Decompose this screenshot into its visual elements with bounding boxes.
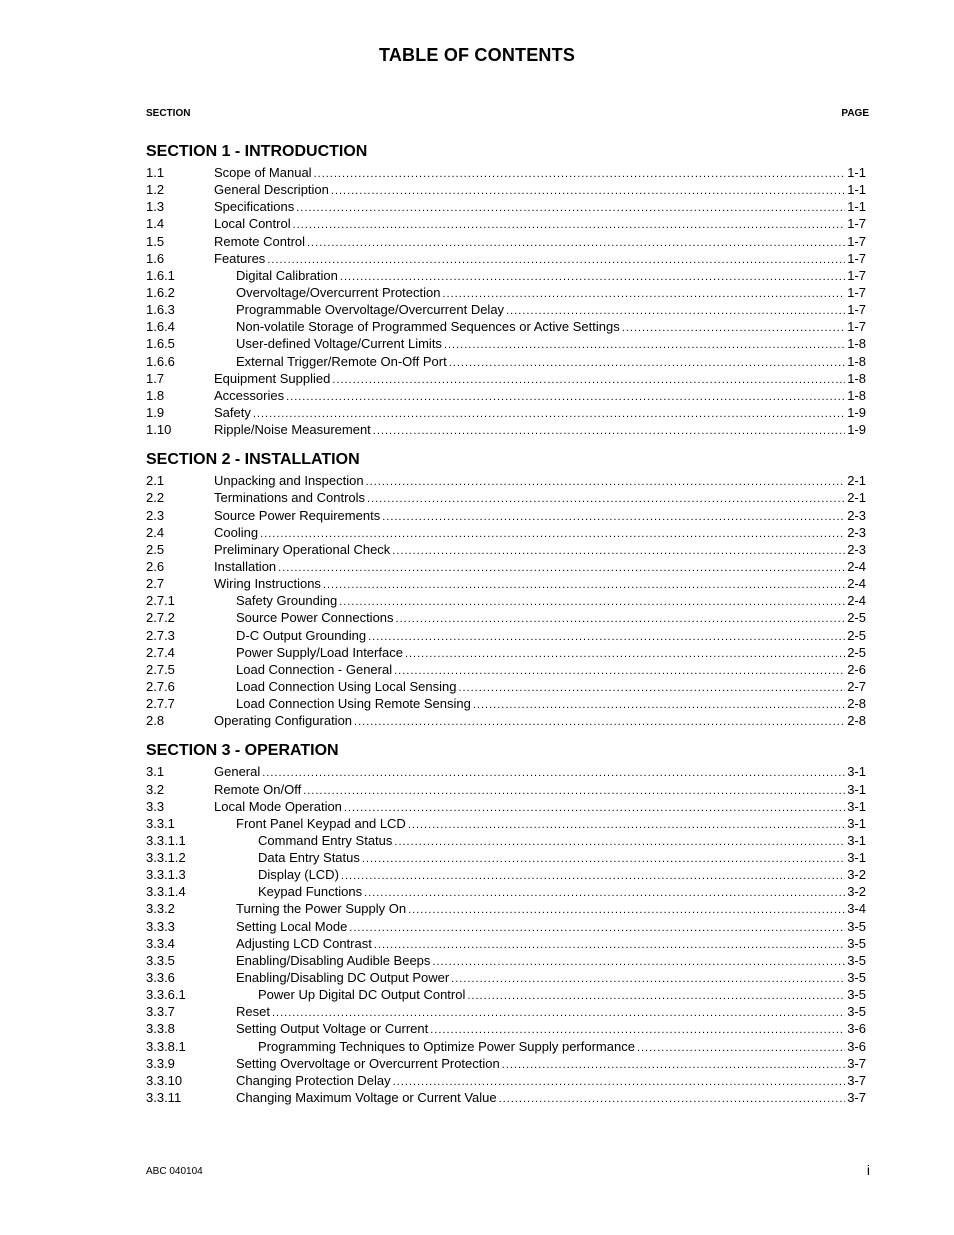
entry-title: Overvoltage/Overcurrent Protection [236,284,441,300]
entry-number: 3.3.9 [146,1055,175,1071]
toc-entry[interactable] [146,1038,866,1055]
entry-title: Power Up Digital DC Output Control [258,987,466,1003]
section-heading: SECTION 1 - INTRODUCTION [146,143,368,160]
toc-entry[interactable] [146,849,866,866]
entry-title: General Description [214,182,329,198]
dot-leader [467,988,845,1005]
entry-page: 1-7 [847,233,866,249]
toc-entry[interactable] [146,1072,866,1089]
entry-number: 2.6 [146,558,165,574]
entry-title: Changing Protection Delay [236,1072,391,1088]
entry-page: 2-4 [847,593,866,609]
entry-number: 2.7.4 [146,644,175,660]
toc-entry[interactable] [146,900,866,917]
entry-title: Setting Local Mode [236,918,348,934]
entry-number: 2.7.7 [146,696,175,712]
entry-page: 3-4 [847,901,866,917]
dot-leader [349,920,845,937]
entry-page: 3-6 [847,1021,866,1037]
toc-entry[interactable] [146,1003,866,1020]
dot-leader [444,337,845,354]
entry-number: 3.3.8.1 [146,1038,186,1054]
entry-title: Non-volatile Storage of Programmed Sequences or Active Settings [236,319,620,335]
entry-number: 1.6.1 [146,267,175,283]
entry-title: Load Connection - General [236,661,393,677]
toc-entry[interactable] [146,678,866,695]
entry-title: Command Entry Status [258,832,393,848]
entry-page: 1-7 [847,216,866,232]
toc-entry[interactable] [146,969,866,986]
toc-entry[interactable] [146,918,866,935]
entry-number: 3.3.3 [146,918,175,934]
toc-entry[interactable] [146,164,866,181]
entry-page: 1-7 [847,250,866,266]
toc-entry[interactable] [146,198,866,215]
entry-page: 3-1 [847,832,866,848]
toc-entry[interactable] [146,1020,866,1037]
dot-leader [408,817,845,834]
entry-page: 1-8 [847,387,866,403]
entry-page: 3-2 [847,867,866,883]
entry-title: Unpacking and Inspection [214,473,364,489]
entry-title: Setting Overvoltage or Overcurrent Protection [236,1055,500,1071]
entry-page: 2-5 [847,644,866,660]
entry-page: 2-1 [847,490,866,506]
entry-page: 2-7 [847,678,866,694]
entry-page: 3-2 [847,884,866,900]
entry-number: 2.7.2 [146,610,175,626]
dot-leader [364,885,845,902]
entry-number: 2.8 [146,713,165,729]
dot-leader [622,320,846,337]
dot-leader [396,611,846,628]
entry-number: 3.3.6 [146,970,175,986]
entry-page: 1-9 [847,404,866,420]
entry-number: 3.3.1.3 [146,867,186,883]
entry-title: Changing Maximum Voltage or Current Value [236,1090,497,1106]
dot-leader [314,166,846,183]
entry-number: 2.1 [146,473,165,489]
entry-title: Terminations and Controls [214,490,366,506]
entry-page: 1-8 [847,336,866,352]
toc-entry[interactable] [146,301,866,318]
entry-title: Programming Techniques to Optimize Power Supply performance [258,1038,635,1054]
entry-title: Equipment Supplied [214,370,331,386]
toc-entry[interactable] [146,489,866,506]
toc-entry[interactable] [146,866,866,883]
toc-entry[interactable] [146,986,866,1003]
entry-number: 3.3.1.4 [146,884,186,900]
toc-entry[interactable] [146,387,866,404]
entry-title: Display (LCD) [258,867,339,883]
entry-number: 3.3.1 [146,815,175,831]
toc-entry[interactable] [146,832,866,849]
entry-page: 1-1 [847,165,866,180]
toc-entry[interactable] [146,644,866,661]
entry-number: 3.3.1.2 [146,850,186,866]
entry-title: Features [214,250,266,266]
dot-leader [394,834,845,851]
entry-title: Enabling/Disabling Audible Beeps [236,952,431,968]
entry-number: 3.3.10 [146,1072,183,1088]
entry-title: Reset [236,1004,270,1020]
entry-title: D-C Output Grounding [236,627,367,643]
entry-number: 3.1 [146,764,165,780]
toc-entry[interactable] [146,1055,866,1072]
toc-entry[interactable] [146,267,866,284]
toc-entry[interactable] [146,215,866,232]
entry-number: 3.3 [146,798,165,814]
dot-leader [267,252,845,269]
dot-leader [344,800,845,817]
entry-page: 2-4 [847,558,866,574]
entry-page: 2-1 [847,473,866,489]
dot-leader [293,217,846,234]
entry-page: 2-3 [847,507,866,523]
dot-leader [278,560,845,577]
dot-leader [405,646,845,663]
entry-title: Local Control [214,216,291,232]
entry-number: 3.3.8 [146,1021,175,1037]
entry-page: 3-7 [847,1090,866,1106]
toc-entry[interactable] [146,558,866,575]
page-column-header: PAGE [841,108,869,119]
entry-page: 3-1 [847,781,866,797]
entry-number: 2.5 [146,541,165,557]
entry-title: Specifications [214,199,295,215]
dot-leader [354,714,845,731]
entry-page: 1-1 [847,182,866,198]
entry-number: 2.3 [146,507,165,523]
entry-page: 1-8 [847,370,866,386]
entry-title: Power Supply/Load Interface [236,644,403,660]
entry-title: Source Power Requirements [214,507,381,523]
entry-page: 1-7 [847,267,866,283]
toc-entry[interactable] [146,233,866,250]
entry-title: Local Mode Operation [214,798,342,814]
page-title: TABLE OF CONTENTS [378,45,576,65]
entry-page: 3-5 [847,987,866,1003]
entry-number: 3.3.5 [146,952,175,968]
toc-entry[interactable] [146,284,866,301]
entry-page: 2-8 [847,713,866,729]
entry-title: Adjusting LCD Contrast [236,935,372,951]
entry-number: 1.3 [146,199,165,215]
dot-leader [286,389,845,406]
entry-page: 2-3 [847,524,866,540]
dot-leader [332,372,845,389]
entry-page: 3-7 [847,1072,866,1088]
entry-number: 1.2 [146,182,165,198]
entry-number: 2.2 [146,490,165,506]
dot-leader [473,697,845,714]
dot-leader [362,851,845,868]
entry-title: User-defined Voltage/Current Limits [236,336,442,352]
toc-entry[interactable] [146,370,866,387]
entry-page: 1-7 [847,302,866,318]
entry-title: External Trigger/Remote On-Off Port [236,353,447,369]
entry-page: 3-5 [847,952,866,968]
entry-page: 2-6 [847,661,866,677]
entry-title: Ripple/Noise Measurement [214,422,371,438]
toc-entry[interactable] [146,798,866,815]
entry-number: 1.9 [146,404,165,420]
entry-number: 1.6.2 [146,284,175,300]
entry-number: 1.4 [146,216,165,232]
section-heading: SECTION 3 - OPERATION [146,742,339,760]
dot-leader [382,509,845,526]
entry-number: 1.6.5 [146,336,175,352]
toc-entry[interactable] [146,952,866,969]
dot-leader [373,423,845,440]
entry-title: Enabling/Disabling DC Output Power [236,970,450,986]
toc-entry[interactable] [146,421,866,438]
entry-title: Digital Calibration [236,267,338,283]
toc-entry[interactable] [146,318,866,335]
entry-title: Preliminary Operational Check [214,541,391,557]
entry-page: 3-1 [847,764,866,780]
entry-title: Safety Grounding [236,593,338,609]
entry-page: 3-1 [847,798,866,814]
dot-leader [458,680,845,697]
table-of-contents [146,140,866,1106]
entry-number: 2.7.1 [146,593,175,609]
entry-number: 1.6.3 [146,302,175,318]
toc-entry[interactable] [146,575,866,592]
dot-leader [303,783,845,800]
entry-page: 2-5 [847,627,866,643]
dot-leader [366,474,846,491]
dot-leader [367,491,845,508]
entry-title: Cooling [214,524,259,540]
entry-page: 1-7 [847,319,866,335]
entry-page: 3-1 [847,850,866,866]
entry-number: 3.3.11 [146,1090,182,1106]
entry-page: 2-8 [847,696,866,712]
toc-entry[interactable] [146,335,866,352]
entry-title: Data Entry Status [258,850,360,866]
entry-number: 1.8 [146,387,165,403]
toc-entry[interactable] [146,181,866,198]
entry-number: 1.1 [146,165,165,180]
entry-number: 1.6.4 [146,319,175,335]
dot-leader [339,594,845,611]
toc-entry[interactable] [146,1089,866,1106]
toc-entry[interactable] [146,781,866,798]
toc-entry[interactable] [146,541,866,558]
toc-entry[interactable] [146,815,866,832]
entry-number: 3.3.6.1 [146,987,186,1003]
entry-number: 1.7 [146,370,165,386]
entry-page: 3-7 [847,1055,866,1071]
entry-title: Accessories [214,387,285,403]
entry-title: General [214,764,261,780]
entry-number: 2.7 [146,576,165,592]
dot-leader [374,937,845,954]
entry-title: Remote On/Off [214,781,302,797]
entry-page: 2-4 [847,576,866,592]
toc-entry[interactable] [146,353,866,370]
dot-leader [408,902,845,919]
entry-page: 3-5 [847,970,866,986]
entry-page: 3-5 [847,935,866,951]
entry-page: 2-3 [847,541,866,557]
entry-title: Remote Control [214,233,306,249]
toc-entry[interactable] [146,763,866,780]
entry-title: Front Panel Keypad and LCD [236,815,406,831]
entry-number: 2.7.6 [146,678,175,694]
dot-leader [368,629,845,646]
toc-entry[interactable] [146,712,866,729]
dot-leader [331,183,845,200]
entry-number: 3.3.1.1 [146,832,186,848]
toc-entry[interactable] [146,524,866,541]
entry-page: 3-5 [847,918,866,934]
entry-page: 1-7 [847,284,866,300]
entry-page: 1-1 [847,199,866,215]
entry-page: 3-5 [847,1004,866,1020]
entry-number: 3.2 [146,781,165,797]
toc-entry[interactable] [146,935,866,952]
entry-page: 1-9 [847,422,866,438]
dot-leader [262,765,845,782]
dot-leader [392,543,845,560]
entry-title: Keypad Functions [258,884,363,900]
dot-leader [502,1057,845,1074]
entry-title: Turning the Power Supply On [236,901,407,917]
dot-leader [341,868,845,885]
entry-title: Operating Configuration [214,713,353,729]
entry-page: 3-1 [847,815,866,831]
entry-title: Scope of Manual [214,165,312,180]
toc-entry[interactable] [146,695,866,712]
section-column-header: SECTION [146,108,191,119]
entry-number: 3.3.7 [146,1004,175,1020]
entry-number: 1.5 [146,233,165,249]
page-number: i [866,1162,870,1178]
entry-title: Safety [214,404,251,420]
entry-title: Source Power Connections [236,610,394,626]
dot-leader [637,1040,845,1057]
toc-entry[interactable] [146,250,866,267]
dot-leader [323,577,845,594]
entry-number: 2.7.5 [146,661,175,677]
entry-title: Load Connection Using Local Sensing [236,678,457,694]
entry-title: Installation [214,558,277,574]
entry-page: 2-5 [847,610,866,626]
entry-number: 1.6.6 [146,353,175,369]
entry-number: 2.7.3 [146,627,175,643]
dot-leader [296,200,845,217]
toc-entry[interactable] [146,883,866,900]
entry-page: 3-6 [847,1038,866,1054]
toc-entry[interactable] [146,507,866,524]
toc-entry[interactable] [146,661,866,678]
entry-title: Wiring Instructions [214,576,321,592]
dot-leader [499,1091,846,1108]
toc-entry[interactable] [146,592,866,609]
entry-title: Setting Output Voltage or Current [236,1021,429,1037]
entry-number: 3.3.4 [146,935,175,951]
toc-entry[interactable] [146,472,866,489]
dot-leader [451,971,845,988]
entry-number: 3.3.2 [146,901,175,917]
dot-leader [432,954,845,971]
toc-entry[interactable] [146,404,866,421]
dot-leader [307,235,845,252]
entry-number: 1.6 [146,250,165,266]
entry-number: 1.10 [146,422,172,438]
dot-leader [394,663,845,680]
toc-entry[interactable] [146,609,866,626]
entry-number: 2.4 [146,524,165,540]
entry-page: 1-8 [847,353,866,369]
dot-leader [449,355,845,372]
entry-title: Programmable Overvoltage/Overcurrent Delay [236,302,505,318]
toc-entry[interactable] [146,627,866,644]
section-heading: SECTION 2 - INSTALLATION [146,451,360,469]
entry-title: Load Connection Using Remote Sensing [236,696,471,712]
document-id: ABC 040104 [146,1166,203,1177]
